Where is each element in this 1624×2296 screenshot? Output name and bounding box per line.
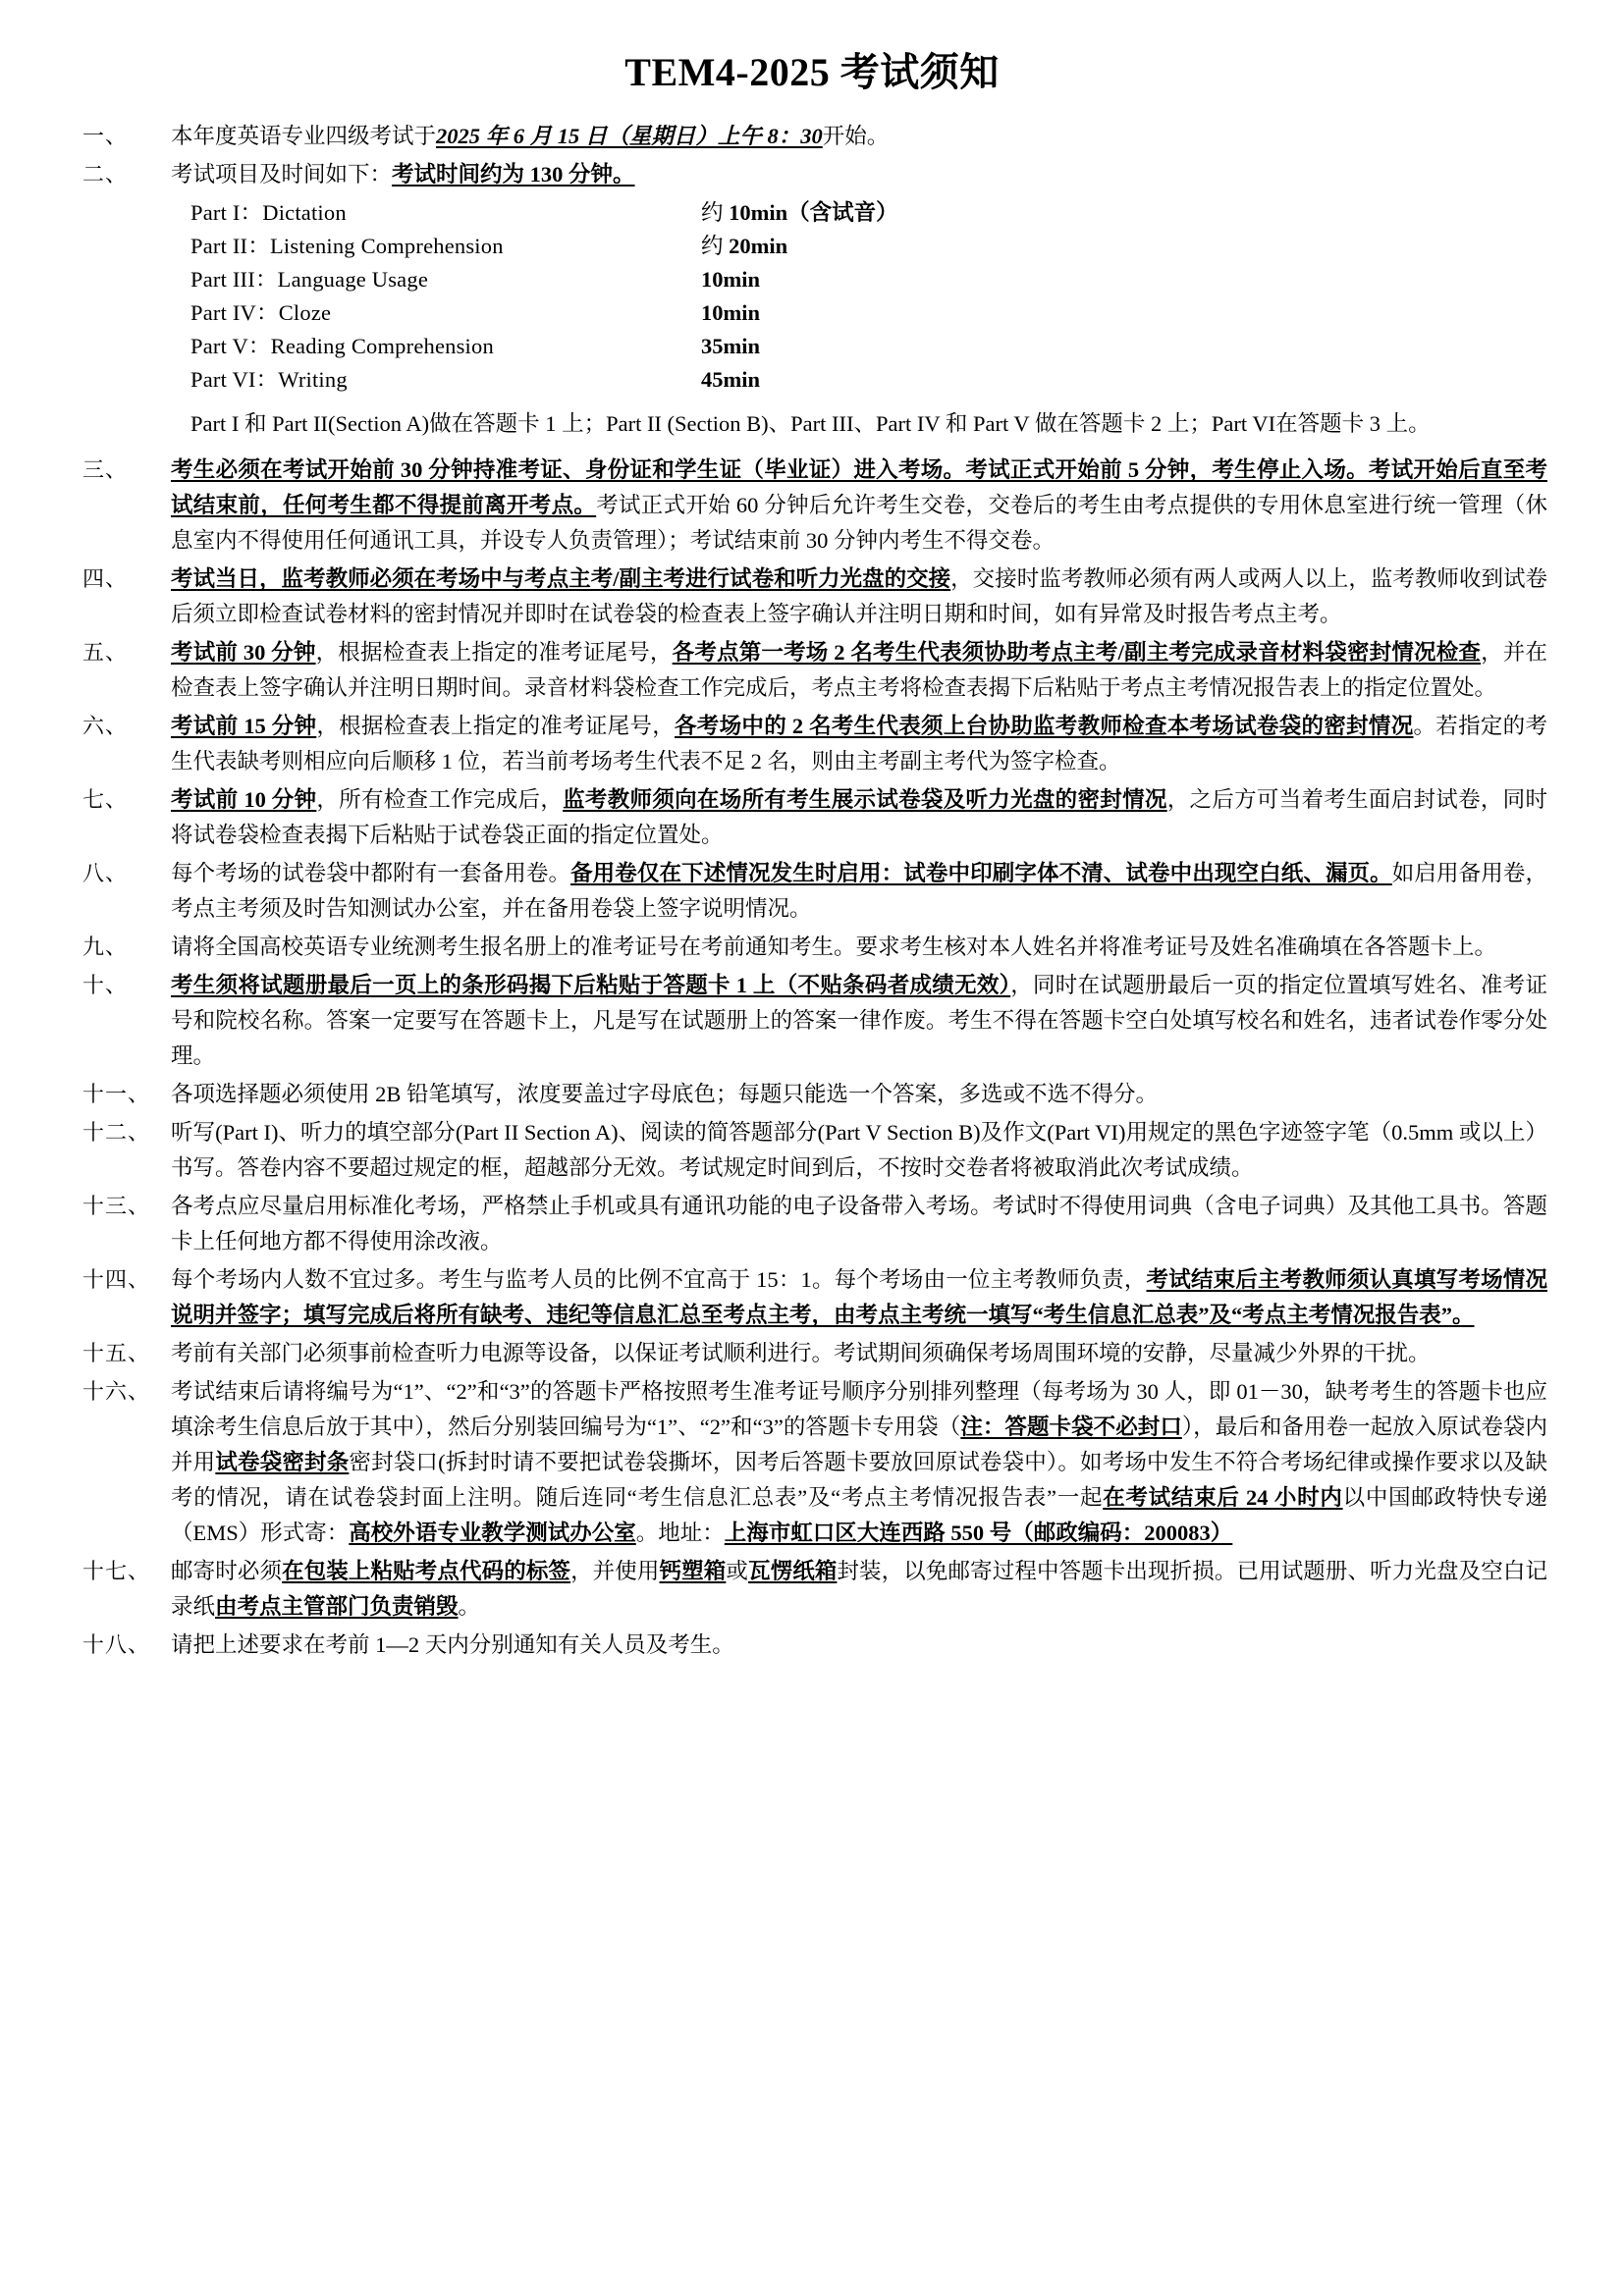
- item-number: 二、: [82, 162, 129, 187]
- list-item: [77, 930, 1547, 965]
- list-item: [77, 1374, 1547, 1551]
- part-time: [701, 196, 898, 230]
- list-item: [77, 1554, 1547, 1625]
- part-time: [701, 363, 760, 397]
- table-row: [190, 330, 1547, 363]
- item-number: 十六、: [82, 1379, 151, 1404]
- item-text: [171, 1374, 1547, 1551]
- item-text: 听写(Part I)、听力的填空部分(Part II Section A)、阅读的简答题部分(Part V Section B)及作文(Part VI)用规定的黑色字迹签字笔（0.5mm 或以上）书写。答卷内容不要超过规定的框，超越部分无效。考试规定时间到后，不按时交卷者将被取消此次考试成绩。: [171, 1120, 1547, 1180]
- item2-lead: 考试项目及时间如下：: [171, 162, 393, 187]
- item17-bold2: 钙塑箱: [659, 1559, 727, 1583]
- item1-tail: 开始。: [822, 124, 890, 148]
- part-name: Part IV：Cloze: [190, 300, 332, 325]
- item-text: [171, 119, 1547, 154]
- table-row: [190, 296, 1547, 330]
- item-text: [171, 709, 1547, 779]
- part-time-value: 45min: [701, 367, 761, 392]
- item1-date: 2025 年 6 月 15 日（星期日）上午 8：30: [436, 124, 823, 148]
- item10-bold: 考生须将试题册最后一页上的条形码揭下后粘贴于答题卡 1 上（不贴条码者成绩无效）: [171, 973, 1011, 997]
- item14-lead: 每个考场内人数不宜过多。考生与监考人员的比例不宜高于 15：1。每个考场由一位主考教师负责，: [171, 1267, 1147, 1292]
- item5-bold2: 各考点第一考场 2 名考生代表须协助考点主考/副主考完成录音材料袋密封情况检查: [672, 640, 1482, 665]
- list-item: [77, 782, 1547, 853]
- item-text: 请把上述要求在考前 1—2 天内分别通知有关人员及考生。: [171, 1632, 734, 1657]
- item-text: 请将全国高校英语专业统测考生报名册上的准考证号在考前通知考生。要求考生核对本人姓名并将准考证号及姓名准确填在各答题卡上。: [171, 934, 1497, 959]
- item4-bold: 考试当日，监考教师必须在考场中与考点主考/副主考进行试卷和听力光盘的交接: [171, 566, 951, 591]
- part-time: [701, 230, 787, 263]
- part-name: Part II：Listening Comprehension: [190, 234, 504, 258]
- part-time-prefix: 约: [701, 200, 730, 225]
- item1-lead: 本年度英语专业四级考试于: [171, 124, 437, 148]
- item-number: 八、: [82, 861, 129, 885]
- list-item: [77, 635, 1547, 706]
- part-time-value: 10min（含试音）: [729, 200, 898, 225]
- part-time-value: 10min: [701, 267, 761, 292]
- item16-bold3: 在考试结束后 24 小时内: [1103, 1485, 1343, 1510]
- item2-header: [171, 157, 1547, 192]
- list-item: [77, 1336, 1547, 1371]
- item-number: 七、: [82, 787, 129, 812]
- part-time: [701, 330, 760, 363]
- item5-mid1: ，根据检查表上指定的准考证尾号，: [315, 640, 673, 665]
- part-name: Part III：Language Usage: [190, 267, 429, 292]
- item8-bold: 备用卷仅在下述情况发生时启用：试卷中印刷字体不清、试卷中出现空白纸、漏页。: [570, 861, 1392, 885]
- item7-mid1: ，所有检查工作完成后，: [316, 787, 564, 812]
- item6-rest: 。若指定的考生代表缺考则相应向后顺移 1 位，若当前考场考生代表不足 2 名，则由主考副主考代为签字检查。: [171, 714, 1547, 774]
- table-row: [190, 363, 1547, 397]
- item7-bold2: 监考教师须向在场所有考生展示试卷袋及听力光盘的密封情况: [563, 787, 1167, 812]
- item4-rest: ，交接时监考教师必须有两人或两人以上，监考教师收到试卷后须立即检查试卷材料的密封情况并即时在试卷袋的检查表上签字确认并注明日期和时间，如有异常及时报告考点主考。: [171, 566, 1547, 626]
- list-item: [77, 968, 1547, 1074]
- item16-mid1: ），最后和备用卷一起放入原试卷袋内并用: [171, 1415, 1547, 1474]
- item6-bold2: 各考场中的 2 名考生代表须上台协助监考教师检查本考场试卷袋的密封情况: [675, 714, 1414, 738]
- item-text: 考前有关部门必须事前检查听力电源等设备，以保证考试顺利进行。考试期间须确保考场周围环境的安静，尽量减少外界的干扰。: [171, 1341, 1431, 1365]
- item5-bold1: 考试前 30 分钟: [171, 640, 316, 665]
- item16-bold4: 高校外语专业教学测试办公室: [349, 1521, 636, 1545]
- item17-tail: 。: [458, 1594, 481, 1619]
- list-item: [77, 1262, 1547, 1333]
- part-time: [701, 263, 760, 296]
- part-name: Part I：Dictation: [190, 200, 347, 225]
- item17-bold3: 瓦愣纸箱: [747, 1559, 838, 1583]
- item-number: 三、: [82, 457, 129, 482]
- item-number: 十二、: [82, 1120, 151, 1145]
- part-time: [701, 296, 760, 330]
- item-text: [171, 453, 1547, 559]
- item8-lead: 每个考场的试卷袋中都附有一套备用卷。: [171, 861, 571, 885]
- item16-mid2: 密封袋口(拆封时请不要把试卷袋撕坏，因考后答题卡要放回原试卷袋中）。如考场中发生不符合考场纪律或操作要求以及缺考的情况，请在试卷袋封面上注明。随后连同“考生信息汇总表”及“考点主考情况报告表”一起: [171, 1450, 1547, 1510]
- item2-duration: 考试时间约为 130 分钟。: [392, 162, 635, 187]
- part-name: Part V：Reading Comprehension: [190, 334, 494, 358]
- item-number: 十七、: [82, 1559, 151, 1583]
- item-number: 十三、: [82, 1194, 151, 1218]
- item-text: [171, 856, 1547, 927]
- part-time-value: 20min: [729, 234, 788, 258]
- item6-mid1: ，根据检查表上指定的准考证尾号，: [316, 714, 676, 738]
- part-time-value: 35min: [701, 334, 761, 358]
- list-item: [77, 856, 1547, 927]
- item7-bold1: 考试前 10 分钟: [171, 787, 317, 812]
- item-text: [171, 782, 1547, 853]
- answer-sheet-note: Part I 和 Part II(Section A)做在答题卡 1 上；Part II (Section B)、Part III、Part IV 和 Part V 做在答题卡 2 上；Part VI在答题卡 3 上。: [190, 411, 1431, 436]
- exam-parts-table: [171, 196, 1547, 397]
- list-item: [77, 453, 1547, 559]
- list-item: [77, 709, 1547, 779]
- item-number: 十、: [82, 973, 129, 997]
- item6-bold1: 考试前 15 分钟: [171, 714, 317, 738]
- item3-bold: 考生必须在考试开始前 30 分钟持准考证、身份证和学生证（毕业证）进入考场。考试正式开始前 5 分钟，考生停止入场。考试开始后直至考试结束前，任何考生都不得提前离开考点。: [171, 457, 1547, 517]
- list-item: [77, 1077, 1547, 1112]
- item17-bold4: 由考点主管部门负责销毁: [215, 1594, 459, 1619]
- item-number: 十八、: [82, 1632, 151, 1657]
- item-text: [171, 1262, 1547, 1333]
- item-number: 五、: [82, 640, 129, 665]
- item-text: 各项选择题必须使用 2B 铅笔填写，浓度要盖过字母底色；每题只能选一个答案，多选或不选不得分。: [171, 1082, 1159, 1106]
- item-number: 十五、: [82, 1341, 151, 1365]
- table-row: [190, 263, 1547, 296]
- item-number: 六、: [82, 714, 129, 738]
- item-text: [171, 157, 1547, 450]
- part-time-prefix: 约: [701, 234, 730, 258]
- item3-rest: 考试正式开始 60 分钟后允许考生交卷，交卷后的考生由考点提供的专用休息室进行统一管理（休息室内不得使用任何通讯工具，并设专人负责管理）；考试结束前 30 分钟内考生不得交卷。: [171, 493, 1547, 553]
- item-text: [171, 968, 1547, 1074]
- item-text: [171, 561, 1547, 632]
- list-item: [77, 157, 1547, 450]
- part-time-value: 10min: [701, 300, 761, 325]
- item7-rest: ，之后方可当着考生面启封试卷，同时将试卷袋检查表揭下后粘贴于试卷袋正面的指定位置处。: [171, 787, 1547, 847]
- item16-bold5: 上海市虹口区大连西路 550 号（邮政编码：200083）: [724, 1521, 1233, 1545]
- list-item: [77, 1628, 1547, 1663]
- item16-mid3: 以中国邮政特快专递（EMS）形式寄：: [171, 1485, 1547, 1545]
- item16-lead: 考试结束后请将编号为“1”、“2”和“3”的答题卡严格按照考生准考证号顺序分别排列整理（每考场为 30 人，即 01－30，缺考考生的答题卡也应填涂考生信息后放于其中），然后分别装回编号为“1”、“2”和“3”的答题卡专用袋（: [171, 1379, 1547, 1439]
- item8-rest: 如启用备用卷，考点主考须及时告知测试办公室，并在备用卷袋上签字说明情况。: [171, 861, 1547, 921]
- page-title: TEM4-2025 考试须知: [624, 50, 1000, 94]
- item16-mid4: 。地址：: [635, 1521, 725, 1545]
- list-item: [77, 561, 1547, 632]
- item-text: 各考点应尽量启用标准化考场，严格禁止手机或具有通讯功能的电子设备带入考场。考试时不得使用词典（含电子词典）及其他工具书。答题卡上任何地方都不得使用涂改液。: [171, 1194, 1547, 1254]
- item17-mid2: 或: [726, 1559, 748, 1583]
- table-row: [190, 230, 1547, 263]
- item5-rest: ，并在检查表上签字确认并注明日期时间。录音材料袋检查工作完成后，考点主考将检查表揭下后粘贴于考点主考情况报告表上的指定位置处。: [171, 640, 1547, 700]
- item16-bold2: 试卷袋密封条: [215, 1450, 350, 1474]
- item16-bold1: 注：答题卡袋不必封口: [960, 1415, 1182, 1439]
- item-text: [171, 1554, 1547, 1625]
- item-number: 一、: [82, 124, 129, 148]
- item-number: 四、: [82, 566, 129, 591]
- list-item: [77, 119, 1547, 154]
- list-item: [77, 1189, 1547, 1259]
- item-text: [171, 635, 1547, 706]
- item-number: 九、: [82, 934, 129, 959]
- item10-rest: ，同时在试题册最后一页的指定位置填写姓名、准考证号和院校名称。答案一定要写在答题卡上，凡是写在试题册上的答案一律作废。考生不得在答题卡空白处填写校名和姓名，违者试卷作零分处理。: [171, 973, 1547, 1068]
- item-number: 十一、: [82, 1082, 151, 1106]
- table-row: [190, 196, 1547, 230]
- item17-mid1: ，并使用: [570, 1559, 660, 1583]
- item14-bold: 考试结束后主考教师须认真填写考场情况说明并签字；填写完成后将所有缺考、违纪等信息汇总至考点主考，由考点主考统一填写“考生信息汇总表”及“考点主考情况报告表”。: [171, 1267, 1547, 1327]
- item17-mid3: 封装，以免邮寄过程中答题卡出现折损。已用试题册、听力光盘及空白记录纸: [171, 1559, 1547, 1619]
- item-number: 十四、: [82, 1267, 151, 1292]
- item17-bold1: 在包装上粘贴考点代码的标签: [282, 1559, 571, 1583]
- list-item: [77, 1115, 1547, 1186]
- item17-lead: 邮寄时必须: [171, 1559, 283, 1583]
- part-name: Part VI：Writing: [190, 367, 348, 392]
